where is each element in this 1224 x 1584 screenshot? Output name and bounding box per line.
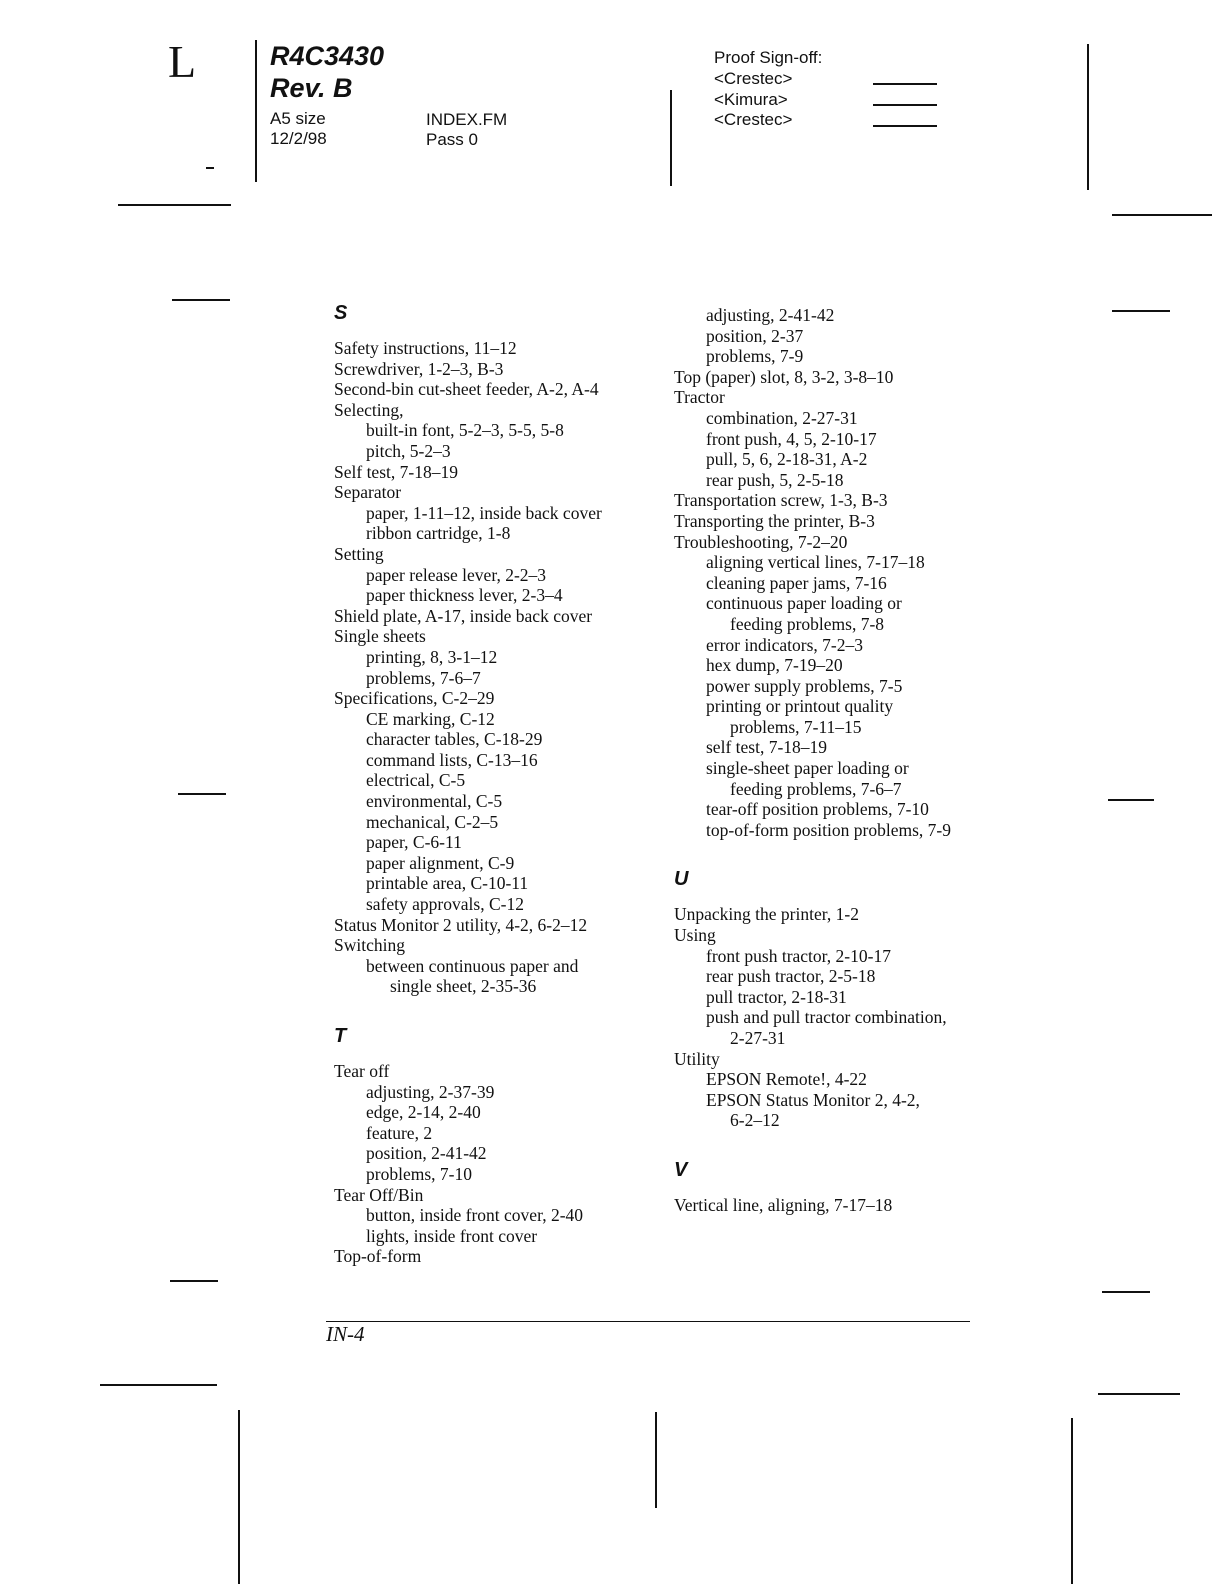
index-subentry-continued: feeding problems, 7-6–7	[730, 778, 902, 799]
crop-mark	[100, 1384, 217, 1386]
index-subentry: cleaning paper jams, 7-16	[706, 572, 887, 593]
index-entry: Transporting the printer, B-3	[674, 510, 875, 531]
index-subentry: front push, 4, 5, 2-10-17	[706, 428, 877, 449]
index-subentry: feature, 2	[366, 1122, 433, 1143]
index-subentry: paper thickness lever, 2-3–4	[366, 585, 563, 606]
footer-rule	[326, 1321, 970, 1322]
section-heading-v: V	[674, 1158, 688, 1181]
index-subentry: front push tractor, 2-10-17	[706, 945, 891, 966]
index-entry: Top-of-form	[334, 1246, 422, 1267]
index-entry: Specifications, C-2–29	[334, 688, 495, 709]
index-subentry: problems, 7-6–7	[366, 667, 481, 688]
index-subentry: push and pull tractor combination,	[706, 1007, 947, 1028]
index-subentry: tear-off position problems, 7-10	[706, 799, 929, 820]
section-heading-u: U	[674, 868, 689, 891]
index-entry: Vertical line, aligning, 7-17–18	[674, 1194, 893, 1215]
index-entry: Setting	[334, 543, 384, 564]
corner-letter: L	[168, 36, 197, 87]
index-subentry: self test, 7-18–19	[706, 737, 828, 758]
crop-mark	[1071, 1418, 1073, 1584]
crop-mark	[118, 204, 231, 206]
index-entry: Unpacking the printer, 1-2	[674, 904, 859, 925]
index-entry: Tear Off/Bin	[334, 1184, 424, 1205]
index-subentry: CE marking, C-12	[366, 708, 495, 729]
index-subentry: combination, 2-27-31	[706, 407, 858, 428]
section-heading-t: T	[334, 1025, 347, 1047]
index-subentry: problems, 7-10	[366, 1163, 472, 1184]
crop-mark	[1098, 1393, 1180, 1395]
index-subentry: safety approvals, C-12	[366, 894, 524, 915]
index-subentry: mechanical, C-2–5	[366, 811, 499, 832]
index-subentry: continuous paper loading or	[706, 593, 902, 614]
index-entry: Separator	[334, 482, 402, 503]
index-column-right	[674, 305, 951, 1216]
index-entry: Single sheets	[334, 626, 426, 647]
index-subentry: adjusting, 2-37-39	[366, 1081, 495, 1102]
index-entry: Using	[674, 925, 716, 946]
index-column-left	[334, 302, 602, 1267]
crop-mark	[1102, 1291, 1150, 1293]
crop-mark	[1112, 310, 1170, 312]
index-subentry: pull, 5, 6, 2-18-31, A-2	[706, 449, 868, 470]
index-entry: Shield plate, A-17, inside back cover	[334, 605, 593, 626]
index-subentry: rear push, 5, 2-5-18	[706, 469, 844, 490]
index-subentry: between continuous paper and	[366, 955, 579, 976]
index-entry: Safety instructions, 11–12	[334, 338, 517, 358]
index-subentry-continued: 2-27-31	[730, 1028, 786, 1048]
page-folio: IN-4	[326, 1322, 365, 1346]
index-subentry: electrical, C-5	[366, 770, 466, 791]
index-subentry: problems, 7-9	[706, 346, 804, 367]
index-subentry: hex dump, 7-19–20	[706, 655, 843, 676]
crop-mark	[1112, 214, 1212, 216]
index-subentry: power supply problems, 7-5	[706, 675, 903, 696]
index-entry: Transportation screw, 1-3, B-3	[674, 490, 888, 511]
index-subentry: paper alignment, C-9	[366, 852, 515, 873]
index-entry: Second-bin cut-sheet feeder, A-2, A-4	[334, 379, 599, 400]
document-revision: Rev. B	[270, 73, 353, 103]
proof-signoff-title: Proof Sign-off:	[714, 48, 823, 67]
index-entry: Tractor	[674, 387, 725, 408]
index-subentry: paper release lever, 2-2–3	[366, 564, 547, 585]
crop-mark	[238, 1410, 240, 1584]
index-entry: Screwdriver, 1-2–3, B-3	[334, 358, 504, 379]
index-subentry: printing, 8, 3-1–12	[366, 646, 498, 667]
index-subentry: aligning vertical lines, 7-17–18	[706, 552, 925, 573]
index-subentry: printing or printout quality	[706, 696, 894, 717]
index-subentry-continued: feeding problems, 7-8	[730, 613, 885, 634]
index-subentry: built-in font, 5-2–3, 5-5, 5-8	[366, 420, 564, 441]
header-divider-middle	[670, 90, 672, 186]
index-subentry: EPSON Remote!, 4-22	[706, 1069, 867, 1090]
index-subentry: paper, C-6-11	[366, 832, 462, 853]
index-subentry: position, 2-41-42	[366, 1143, 487, 1164]
crop-mark	[1108, 799, 1154, 801]
index-entry: Switching	[334, 935, 405, 956]
signature-line	[873, 104, 937, 106]
index-entry: Status Monitor 2 utility, 4-2, 6-2–12	[334, 914, 588, 935]
index-subentry-continued: single sheet, 2-35-36	[390, 976, 537, 997]
filename-label: INDEX.FM	[426, 110, 508, 129]
index-entry: Tear off	[334, 1061, 390, 1081]
proof-entry: <Crestec>	[714, 69, 793, 88]
index-subentry: ribbon cartridge, 1-8	[366, 523, 511, 544]
index-subentry: edge, 2-14, 2-40	[366, 1102, 481, 1123]
section-heading-s: S	[334, 302, 348, 324]
index-entry: Selecting,	[334, 399, 404, 420]
index-subentry: pitch, 5-2–3	[366, 440, 451, 461]
header-divider-right	[1087, 44, 1089, 190]
index-subentry: single-sheet paper loading or	[706, 758, 909, 779]
index-subentry-continued: 6-2–12	[730, 1110, 780, 1131]
index-subentry: lights, inside front cover	[366, 1225, 538, 1246]
index-subentry-continued: problems, 7-11–15	[730, 716, 862, 737]
index-subentry: adjusting, 2-41-42	[706, 305, 835, 325]
crop-mark	[178, 793, 226, 795]
index-subentry: paper, 1-11–12, inside back cover	[366, 502, 602, 523]
proof-entry: <Kimura>	[714, 90, 788, 109]
index-subentry: button, inside front cover, 2-40	[366, 1205, 584, 1226]
index-entry: Self test, 7-18–19	[334, 461, 458, 482]
header-divider-left	[255, 40, 257, 182]
document-code: R4C3430	[270, 41, 385, 71]
index-subentry: printable area, C-10-11	[366, 873, 529, 894]
index-entry: Top (paper) slot, 8, 3-2, 3-8–10	[674, 366, 894, 387]
crop-mark	[655, 1412, 657, 1508]
index-subentry: rear push tractor, 2-5-18	[706, 966, 876, 987]
crop-mark	[206, 167, 214, 169]
index-subentry: EPSON Status Monitor 2, 4-2,	[706, 1089, 920, 1110]
page-size-label: A5 size	[270, 109, 326, 128]
signature-line	[873, 125, 937, 127]
pass-label: Pass 0	[426, 130, 478, 149]
index-subentry: command lists, C-13–16	[366, 749, 538, 770]
signature-line	[873, 83, 937, 85]
index-entry: Troubleshooting, 7-2–20	[674, 531, 848, 552]
index-subentry: error indicators, 7-2–3	[706, 634, 863, 655]
index-subentry: character tables, C-18-29	[366, 729, 543, 750]
index-subentry: pull tractor, 2-18-31	[706, 986, 847, 1007]
crop-mark	[172, 299, 230, 301]
date-label: 12/2/98	[270, 129, 327, 148]
index-subentry: position, 2-37	[706, 325, 804, 346]
index-subentry: top-of-form position problems, 7-9	[706, 819, 951, 840]
index-subentry: environmental, C-5	[366, 791, 503, 812]
crop-mark	[170, 1280, 218, 1282]
index-entry: Utility	[674, 1048, 720, 1069]
proof-entry: <Crestec>	[714, 110, 793, 129]
